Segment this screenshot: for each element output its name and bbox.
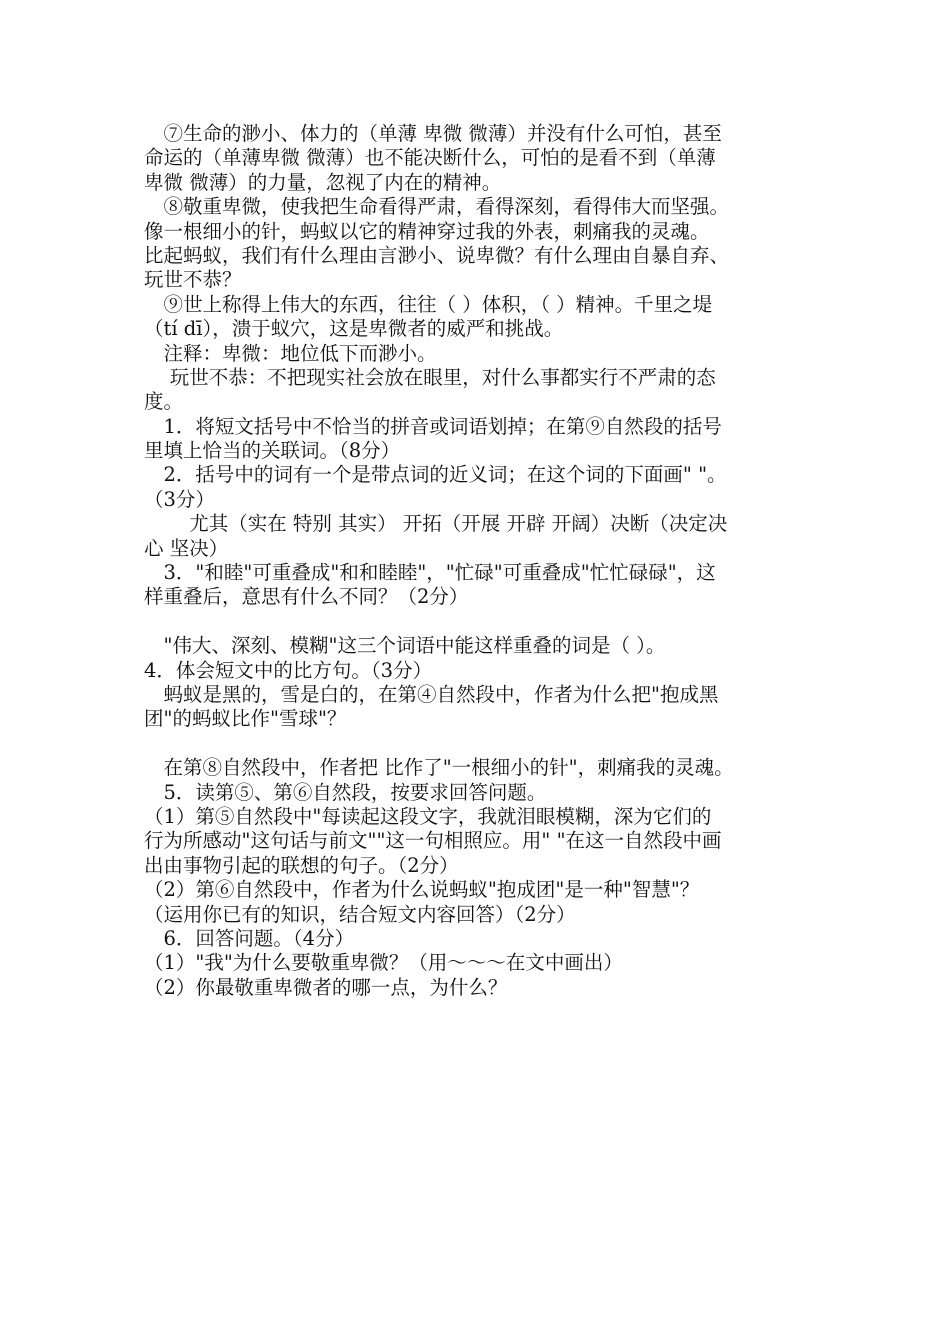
text-line: 蚂蚁是黑的，雪是白的，在第④自然段中，作者为什么把"抱成黑 [144, 682, 719, 706]
text-line: 玩世不恭？ [144, 268, 242, 292]
text-line [144, 610, 808, 634]
text-line: 行为所感动"这句话与前文""这一句相照应。用" "在这一自然段中画 [144, 829, 722, 853]
text-line: 命运的（单薄卑微 微薄）也不能决断什么，可怕的是看不到（单薄 [144, 146, 716, 170]
text-line: 3．"和睦"可重叠成"和和睦睦"，"忙碌"可重叠成"忙忙碌碌"，这 [144, 561, 716, 585]
text-line: 玩世不恭：不把现实社会放在眼里，对什么事都实行不严肃的态 [144, 365, 716, 389]
text-line: （1）"我"为什么要敬重卑微？（用～～～在文中画出） [144, 951, 623, 975]
document-page [144, 122, 808, 1000]
text-line: 出由事物引起的联想的句子。（2分） [144, 853, 459, 877]
text-line: 注释：卑微：地位低下而渺小。 [144, 341, 437, 365]
text-line: （3分） [144, 487, 215, 511]
text-line: 比起蚂蚁，我们有什么理由言渺小、说卑微？有什么理由自暴自弃、 [144, 243, 730, 267]
text-line: ⑨世上称得上伟大的东西，往往（ ）体积，（ ）精神。千里之堤 [144, 292, 713, 316]
text-line: "伟大、深刻、模糊"这三个词语中能这样重叠的词是（ ）。 [144, 634, 666, 658]
text-line: 在第⑧自然段中，作者把 比作了"一根细小的针"，刺痛我的灵魂。 [144, 756, 734, 780]
text-line: 心 坚决） [144, 536, 229, 560]
text-line: （运用你已有的知识，结合短文内容回答）（2分） [144, 902, 576, 926]
text-line: 样重叠后，意思有什么不同？（2分） [144, 585, 469, 609]
text-line [144, 732, 808, 756]
text-line: 里填上恰当的关联词。（8分） [144, 439, 401, 463]
text-line: 1．将短文括号中不恰当的拼音或词语划掉；在第⑨自然段的括号 [144, 414, 722, 438]
text-line: 尤其（实在 特别 其实） 开拓（开展 开辟 开阔）决断（决定决 [144, 512, 728, 536]
text-line: ⑧敬重卑微，使我把生命看得严肃，看得深刻，看得伟大而坚强。 [144, 195, 730, 219]
text-line: （tí dī），溃于蚁穴，这是卑微者的威严和挑战。 [144, 317, 564, 341]
text-line: 4．体会短文中的比方句。（3分） [144, 658, 433, 682]
text-line: 卑微 微薄）的力量，忽视了内在的精神。 [144, 170, 502, 194]
text-line: 像一根细小的针，蚂蚁以它的精神穿过我的外表，刺痛我的灵魂。 [144, 219, 710, 243]
text-line: 度。 [144, 390, 184, 414]
text-line: （2）第⑥自然段中，作者为什么说蚂蚁"抱成团"是一种"智慧"？ [144, 878, 700, 902]
text-line: （1）第⑤自然段中"每读起这段文字，我就泪眼模糊，深为它们的 [144, 804, 712, 828]
text-line: （2）你最敬重卑微者的哪一点，为什么？ [144, 975, 508, 999]
text-line: 6．回答问题。（4分） [144, 926, 355, 950]
text-line: 2．括号中的词有一个是带点词的近义词；在这个词的下面画" "。 [144, 463, 727, 487]
text-line: 5．读第⑤、第⑥自然段，按要求回答问题。 [144, 780, 547, 804]
text-line: 团"的蚂蚁比作"雪球"？ [144, 707, 347, 731]
text-line: ⑦生命的渺小、体力的（单薄 卑微 微薄）并没有什么可怕，甚至 [144, 122, 722, 145]
